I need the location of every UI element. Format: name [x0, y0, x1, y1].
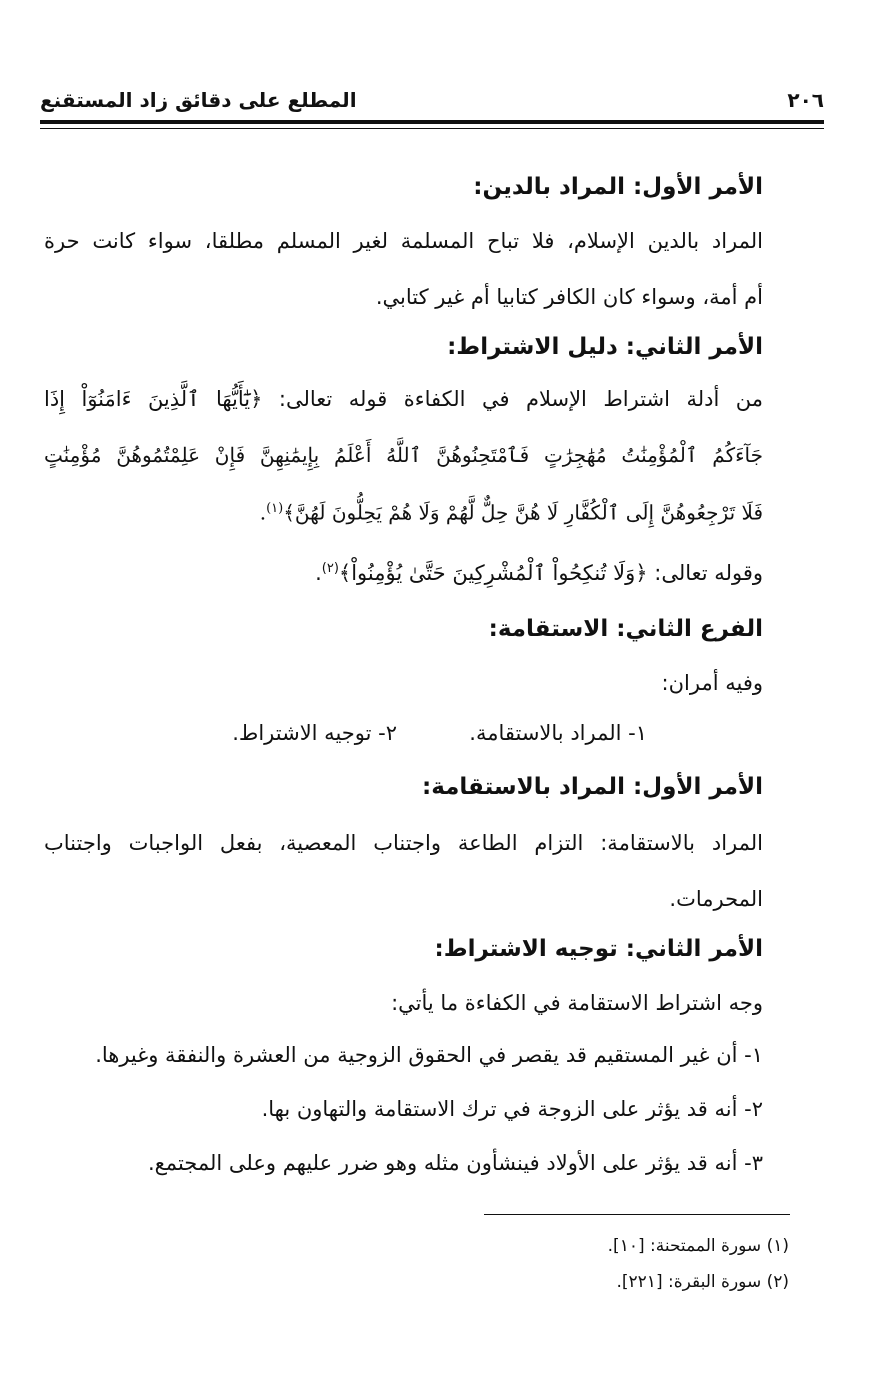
quran-verse-line: جَآءَكُمُ ٱلْمُؤْمِنَٰتُ مُهَٰجِرَٰتٍ فَٱمْتَحِنُوهُنَّ ٱللَّهُ أَعْلَمُ بِإِيمَٰنِهِنَّ فَإِنْ عَلِمْتُمُوهُنَّ مُؤْمِنَٰتٍ	[44, 443, 763, 467]
heading-justification: الأمر الثاني: توجيه الاشتراط:	[434, 936, 763, 962]
heading-evidence: الأمر الثاني: دليل الاشتراط:	[447, 334, 763, 360]
list-item: ٣- أنه قد يؤثر على الأولاد فينشأون مثله وهو ضرر عليهم وعلى المجتمع.	[147, 1151, 763, 1175]
list-item: ١- المراد بالاستقامة.	[469, 721, 647, 745]
quran-verse-text: فَلَا تَرْجِعُوهُنَّ إِلَى ٱلْكُفَّارِ لَا هُنَّ حِلٌّ لَّهُمْ وَلَا هُمْ يَحِلُّونَ لَهُنَّ﴾	[283, 500, 763, 525]
paragraph-line: وقوله تعالى: ﴿وَلَا تُنكِحُواْ ٱلْمُشْرِكِينَ حَتَّىٰ يُؤْمِنُواْ﴾$^{(٢)}$.	[315, 561, 763, 585]
footnote: (١) سورة الممتحنة: [١٠].	[607, 1236, 789, 1256]
page-number: ٢٠٦	[787, 88, 824, 112]
footnote-separator	[484, 1214, 790, 1215]
list-item: ٢- أنه قد يؤثر على الزوجة في ترك الاستقامة والتهاون بها.	[261, 1097, 763, 1121]
page-header	[40, 88, 824, 116]
heading-meaning-uprightness: الأمر الأول: المراد بالاستقامة:	[422, 774, 763, 800]
paragraph-line: وجه اشتراط الاستقامة في الكفاءة ما يأتي:	[391, 991, 763, 1015]
paragraph-line: المحرمات.	[669, 887, 763, 911]
list-item: ٢- توجيه الاشتراط.	[232, 721, 397, 745]
quran-verse-line: فَلَا تَرْجِعُوهُنَّ إِلَى ٱلْكُفَّارِ لَا هُنَّ حِلٌّ لَّهُمْ وَلَا هُمْ يَحِلُّونَ لَهُنَّ﴾$^{(١)}$.	[259, 500, 763, 525]
footnote-ref: (٢)	[321, 561, 339, 576]
paragraph-line: من أدلة اشتراط الإسلام في الكفاءة قوله تعالى: ﴿يَٰٓأَيُّهَا ٱلَّذِينَ ءَامَنُوٓاْ إِذَا	[44, 387, 763, 411]
footnote: (٢) سورة البقرة: [٢٢١].	[616, 1272, 789, 1292]
heading-branch-two: الفرع الثاني: الاستقامة:	[488, 616, 763, 642]
quran-verse-text: وقوله تعالى: ﴿وَلَا تُنكِحُواْ ٱلْمُشْرِكِينَ حَتَّىٰ يُؤْمِنُواْ﴾	[338, 561, 763, 585]
footnote-ref: (١)	[266, 501, 284, 516]
paragraph-line: المراد بالدين الإسلام، فلا تباح المسلمة لغير المسلم مطلقا، سواء كانت حرة	[44, 229, 763, 253]
paragraph-line: المراد بالاستقامة: التزام الطاعة واجتناب المعصية، بفعل الواجبات واجتناب	[44, 831, 763, 855]
header-rule-thick	[40, 120, 824, 124]
heading-religion: الأمر الأول: المراد بالدين:	[473, 174, 763, 200]
list-item: ١- أن غير المستقيم قد يقصر في الحقوق الزوجية من العشرة والنفقة وغيرها.	[95, 1043, 763, 1067]
running-title: المطلع على دقائق زاد المستقنع	[40, 88, 357, 112]
paragraph-line: أم أمة، وسواء كان الكافر كتابيا أم غير كتابي.	[375, 285, 763, 309]
paragraph-line: وفيه أمران:	[661, 671, 763, 695]
header-rule-thin	[40, 128, 824, 129]
